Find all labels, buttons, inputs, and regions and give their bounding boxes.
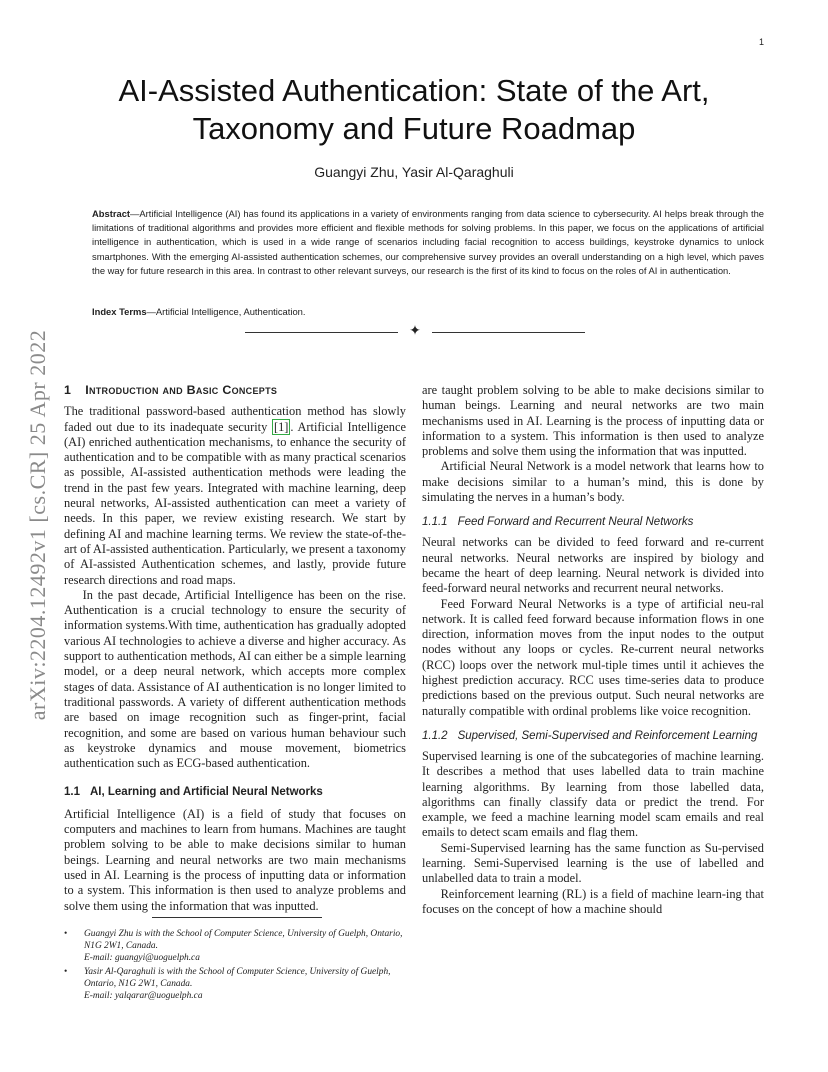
footnotes (64, 928, 406, 1003)
page-number: 1 (758, 37, 764, 47)
title-line-2: Taxonomy and Future Roadmap (192, 111, 636, 146)
intro-paragraph-2: In the past decade, Artificial Intelligence has been on the rise. Authentication is a crucial technology to ensure the security of information systems.With time, authentication has gradually adopted various AI technologies to achieve a diverse and higher accuracy. As support to authentication methods, AI can either be a simple learning model, or a deep neural network, which accepts more complex stages of data. Assistance of AI authentication is no longer limited to traditional passwords. A variety of different authentication methods are based on image recognition such as finger-print, facial recognition, and some are based on various human behaviour such as keystroke dynamics and mouse movement, biometrics authentication such as ECG-based authentication. (64, 587, 406, 771)
abstract (92, 207, 764, 278)
section-1-1-1-paragraph-1: Neural networks can be divided to feed forward and re-current neural networks. Neural networks are inspired by biology and became the heart of deep learning. Neural network is divided into feed-forward neural networks and recurrent neural networks. (422, 535, 764, 596)
footnote-affiliation: Guangyi Zhu is with the School of Computer Science, University of Guelph, Ontario, N1G 2W1, Canada. (84, 929, 403, 952)
footnote-item (64, 966, 406, 1003)
section-number: 1 (64, 383, 72, 397)
diamond-ornament-icon: ✦ (409, 323, 421, 339)
divider-line-right (432, 332, 585, 333)
abstract-text: —Artificial Intelligence (AI) has found its applications in a variety of environments ranging from data science to cybersecurity. AI helps break through the limitations of traditional algorithms and provides more efficient and flexible methods for solving problems. In this paper, we focus on the applications of artificial intelligence in authentication, which is used in a wide range of scenarios including facial recognition to access buildings, keystroke dynamics to unlock smartphones. With the emerging AI-assisted authentication schemes, our comprehensive survey provides an overall understanding on a high level, which paves the way for future research in this area. In contrast to other relevant surveys, our research is the first of its kind to focus on the roles of AI in authentication. (92, 208, 764, 276)
section-1-heading (64, 383, 406, 398)
section-1-1-2-paragraph-2: Semi-Supervised learning has the same function as Su-pervised learning. Semi-Supervised learning is the use of labelled and unlabelled data to train a model. (422, 840, 764, 886)
abstract-label: Abstract (92, 208, 131, 219)
bullet-icon: • (64, 929, 68, 939)
footnote-email: E-mail: guangyi@uoguelph.ca (84, 953, 200, 964)
citation-link[interactable]: [1] (273, 419, 289, 434)
section-number: 1.1.1 (422, 516, 448, 529)
intro-paragraph-1 (64, 404, 406, 588)
section-1-1-2-paragraph-3: Reinforcement learning (RL) is a field of machine learn-ing that focuses on the concept of how a machine should (422, 886, 764, 916)
section-1-1-paragraph-1-continued: are taught problem solving to be able to make decisions similar to human beings. Learning and neural networks are two main mechanisms used in AI. Learning is the process of inputting data or information to a system. This information is then used to analyze problems and solve them using the information that was inputted. (422, 383, 764, 459)
authors: Guangyi Zhu, Yasir Al-Qaraghuli (314, 164, 514, 180)
section-title: Introduction and Basic Concepts (85, 383, 278, 397)
bullet-icon: • (64, 966, 68, 977)
footnote-item (64, 928, 406, 965)
section-1-1-heading (64, 785, 406, 800)
divider-line-left (245, 332, 398, 333)
section-number: 1.1.2 (422, 729, 448, 742)
footnote-email: E-mail: yalqarar@uoguelph.ca (84, 991, 203, 1002)
index-terms-text: —Artificial Intelligence, Authentication. (146, 306, 306, 317)
paragraph-text: The traditional password-based authentication method has slowly faded out due to its inadequate security (64, 404, 406, 434)
footnote-affiliation: Yasir Al-Qaraghuli is with the School of Computer Science, University of Guelph, Ontario, N1G 2W1, Canada. (84, 966, 391, 989)
section-number: 1.1 (64, 786, 80, 799)
section-1-1-paragraph-2: Artificial Neural Network is a model network that learns how to make decisions similar to a human’s mind, this is done by simulating the nerves in a human’s body. (422, 459, 764, 505)
section-1-1-1-paragraph-2: Feed Forward Neural Networks is a type of artificial neu-ral network. It is called feed forward because information flows in one direction, information moves from the input nodes to the output nodes without any loops or cycles. Re-current neural networks (RCC) loops over the network mul-tiple times until it achieves the highest prediction accuracy. RCC uses time-series data to produce predictions based on the previous output. Such neural networks are naturally compatible with ordinal problems like voice recognition. (422, 596, 764, 718)
paragraph-text: . Artificial Intelligence (AI) enriched authentication mechanisms, to enhance the security of authentication and to be compatible with as many practical scenarios as possible, AI-assisted authentication methods were leading the trend in the past few years. Integrated with machine learning, deep neural networks, AI-assisted authentication can meet a variety of needs. In this paper, we review existing research. We start by defining AI and machine learning terms. We review the state-of-the-art of AI-assisted authentication. Particularly, we present a taxonomy of AI-assisted Authentication schemes, and lastly, provide future research directions and road maps. (64, 419, 406, 587)
paper-title (64, 72, 764, 148)
section-1-1-paragraph-1: Artificial Intelligence (AI) is a field of study that focuses on computers and machines to learn from humans. Machines are taught problem solving to be able to make decisions similar to human beings. Learning and neural networks are two main mechanisms used in AI. Learning is the process of inputting data or information to a system. This information is then used to analyze problems and solve them using the information that was inputted. (64, 806, 406, 913)
section-divider (245, 325, 585, 339)
left-column (64, 383, 406, 913)
section-1-1-2-heading (422, 729, 764, 744)
index-terms (92, 306, 306, 317)
section-title: Supervised, Semi-Supervised and Reinforcement Learning (457, 729, 758, 742)
arxiv-sidebar (18, 285, 58, 765)
section-1-1-1-heading (422, 515, 764, 530)
section-title: AI, Learning and Artificial Neural Networks (90, 786, 323, 799)
right-column (422, 383, 764, 917)
arxiv-stamp: arXiv:2204.12492v1 [cs.CR] 25 Apr 2022 (25, 329, 50, 721)
section-title: Feed Forward and Recurrent Neural Networks (457, 516, 694, 529)
index-terms-label: Index Terms (92, 306, 147, 317)
section-1-1-2-paragraph-1: Supervised learning is one of the subcategories of machine learning. It describes a method that uses labelled data to train machine learning algorithms. By learning from those labelled data, algorithms can finally classify data or predict the trend. For example, we feed a machine learning model scam emails and real emails to detect scam emails and flag them. (422, 748, 764, 840)
footnote-rule (152, 917, 322, 918)
title-line-1: AI-Assisted Authentication: State of the Art, (118, 73, 710, 108)
